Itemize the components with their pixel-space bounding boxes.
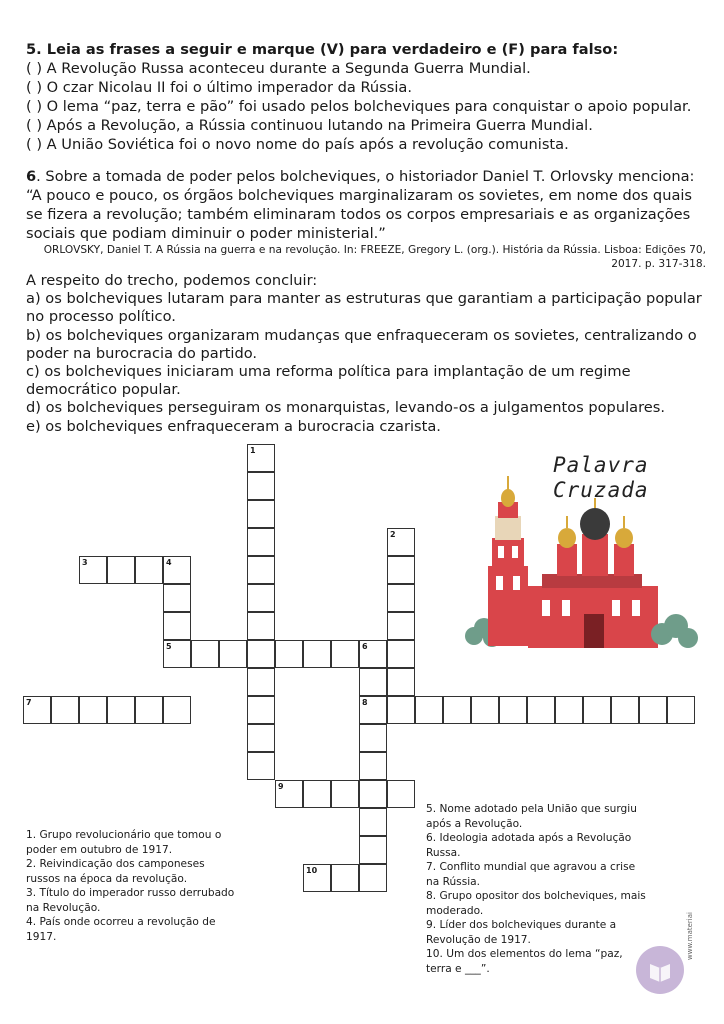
clue-10: 10. Um dos elementos do lema “paz, terra e ___”. xyxy=(426,948,623,975)
crossword-cell[interactable] xyxy=(331,864,359,892)
question-6-intro: 6. Sobre a tomada de poder pelos bolcheviques, o historiador Daniel T. Orlovsky menciona: xyxy=(26,168,695,185)
question-6-prompt: A respeito do trecho, podemos concluir: xyxy=(26,272,318,289)
crossword-cell[interactable] xyxy=(387,584,415,612)
site-watermark: www.materiai xyxy=(686,912,694,960)
crossword-cell[interactable] xyxy=(359,668,387,696)
clue-6: 6. Ideologia adotada após a Revolução Russa. xyxy=(426,832,632,859)
cell-number: 2 xyxy=(390,530,396,539)
crossword-cell[interactable] xyxy=(135,556,163,584)
question-5-item: ( ) A Revolução Russa aconteceu durante a Segunda Guerra Mundial. xyxy=(26,60,531,77)
crossword-cell[interactable] xyxy=(359,752,387,780)
question-5-item: ( ) Após a Revolução, a Rússia continuou lutando na Primeira Guerra Mundial. xyxy=(26,117,593,134)
crossword-cell[interactable] xyxy=(359,696,387,724)
crossword-cell[interactable] xyxy=(387,528,415,556)
crossword-cell[interactable] xyxy=(79,556,107,584)
crossword-cell[interactable] xyxy=(303,864,331,892)
crossword-cell[interactable] xyxy=(359,780,387,808)
crossword-cell[interactable] xyxy=(275,780,303,808)
cell-number: 5 xyxy=(166,642,172,651)
tree-right xyxy=(651,614,698,648)
question-5-item: ( ) O czar Nicolau II foi o último imperador da Rússia. xyxy=(26,79,413,96)
clue-7: 7. Conflito mundial que agravou a crise na Rússia. xyxy=(426,861,636,888)
crossword-cell[interactable] xyxy=(359,836,387,864)
cell-number: 1 xyxy=(250,446,256,455)
crossword-cell[interactable] xyxy=(303,640,331,668)
crossword-cell[interactable] xyxy=(331,640,359,668)
bell-tower xyxy=(488,476,528,646)
crossword-cell[interactable] xyxy=(667,696,695,724)
crossword-cell[interactable] xyxy=(359,640,387,668)
crossword-cell[interactable] xyxy=(387,556,415,584)
crossword-cell[interactable] xyxy=(415,696,443,724)
crossword-cell[interactable] xyxy=(387,780,415,808)
crossword-cell[interactable] xyxy=(359,724,387,752)
clue-3: 3. Título do imperador russo derrubado na Revolução. xyxy=(26,887,235,914)
crossword-cell[interactable] xyxy=(443,696,471,724)
cell-number: 3 xyxy=(82,558,88,567)
crossword-cell[interactable] xyxy=(555,696,583,724)
crossword-cell[interactable] xyxy=(247,444,275,472)
crossword-cell[interactable] xyxy=(387,668,415,696)
clue-2: 2. Reivindicação dos camponeses russos na época da revolução. xyxy=(26,858,205,885)
crossword-cell[interactable] xyxy=(163,696,191,724)
crossword-cell[interactable] xyxy=(163,612,191,640)
clue-5: 5. Nome adotado pela União que surgiu após a Revolução. xyxy=(426,803,637,830)
crossword-cell[interactable] xyxy=(387,612,415,640)
crossword-cell[interactable] xyxy=(247,724,275,752)
cell-number: 6 xyxy=(362,642,368,651)
crossword-cell[interactable] xyxy=(247,584,275,612)
crossword-cell[interactable] xyxy=(331,780,359,808)
crossword-cell[interactable] xyxy=(219,640,247,668)
crossword-cell[interactable] xyxy=(23,696,51,724)
cell-number: 4 xyxy=(166,558,172,567)
crossword-cell[interactable] xyxy=(107,556,135,584)
cell-number: 9 xyxy=(278,782,284,791)
option-e: e) os bolcheviques enfraqueceram a burocracia czarista. xyxy=(26,417,441,435)
crossword-cell[interactable] xyxy=(527,696,555,724)
crossword-cell[interactable] xyxy=(387,696,415,724)
crossword-cell[interactable] xyxy=(247,472,275,500)
crossword-cell[interactable] xyxy=(247,752,275,780)
clue-4: 4. País onde ocorreu a revolução de 1917. xyxy=(26,916,216,943)
clues-right xyxy=(426,802,646,976)
question-6-citation: ORLOVSKY, Daniel T. A Rússia na guerra e na revolução. In: FREEZE, Gregory L. (org.). História da Rússia. Lisboa: Edições 70, 2017. p. 317-318. xyxy=(43,244,706,270)
crossword-cell[interactable] xyxy=(247,528,275,556)
crossword-cell[interactable] xyxy=(387,640,415,668)
church-illustration xyxy=(462,476,700,656)
crossword-cell[interactable] xyxy=(163,584,191,612)
logo-icon xyxy=(636,946,684,994)
crossword-cell[interactable] xyxy=(247,500,275,528)
crossword-cell[interactable] xyxy=(359,864,387,892)
question-6-quote: “A pouco e pouco, os órgãos bolcheviques marginalizaram os sovietes, em nome dos quais se fizera a revolução; também eliminaram todos os corpos empresariais e as organizações sociais que podiam diminuir o poder ministerial.” xyxy=(26,187,693,242)
crossword-cell[interactable] xyxy=(275,640,303,668)
church-body xyxy=(528,498,658,648)
cell-number: 7 xyxy=(26,698,32,707)
crossword-cell[interactable] xyxy=(247,556,275,584)
option-c: c) os bolcheviques iniciaram uma reforma política para implantação de um regime democrático popular. xyxy=(26,363,631,399)
cell-number: 10 xyxy=(306,866,318,875)
option-d: d) os bolcheviques perseguiram os monarquistas, levando-os a julgamentos populares. xyxy=(26,399,665,417)
option-a: a) os bolcheviques lutaram para manter as estruturas que garantiam a participação popular no processo político. xyxy=(26,290,702,326)
crossword-cell[interactable] xyxy=(359,808,387,836)
crossword-cell[interactable] xyxy=(247,668,275,696)
question-6-number: 6 xyxy=(26,168,37,185)
question-5-item: ( ) A União Soviética foi o novo nome do país após a revolução comunista. xyxy=(26,136,569,153)
clues-left xyxy=(26,828,241,944)
crossword-cell[interactable] xyxy=(303,780,331,808)
crossword-title: Palavra Cruzada xyxy=(553,453,649,502)
question-5-item: ( ) O lema “paz, terra e pão” foi usado pelos bolcheviques para conquistar o apoio popular. xyxy=(26,98,692,115)
crossword-cell[interactable] xyxy=(107,696,135,724)
crossword-cell[interactable] xyxy=(247,640,275,668)
crossword-cell[interactable] xyxy=(163,640,191,668)
crossword-cell[interactable] xyxy=(611,696,639,724)
crossword-cell[interactable] xyxy=(639,696,667,724)
crossword-cell[interactable] xyxy=(135,696,163,724)
question-5-heading: 5. Leia as frases a seguir e marque (V) para verdadeiro e (F) para falso: xyxy=(26,41,619,58)
clue-8: 8. Grupo opositor dos bolcheviques, mais moderado. xyxy=(426,890,646,917)
cell-number: 8 xyxy=(362,698,368,707)
crossword-cell[interactable] xyxy=(499,696,527,724)
crossword-cell[interactable] xyxy=(247,612,275,640)
option-b: b) os bolcheviques organizaram mudanças que enfraqueceram os sovietes, centralizando o poder na burocracia do partido. xyxy=(26,326,697,362)
crossword-cell[interactable] xyxy=(471,696,499,724)
clue-9: 9. Líder dos bolcheviques durante a Revolução de 1917. xyxy=(426,919,617,946)
crossword-cell[interactable] xyxy=(247,696,275,724)
crossword-cell[interactable] xyxy=(163,556,191,584)
clue-1: 1. Grupo revolucionário que tomou o poder em outubro de 1917. xyxy=(26,829,222,856)
crossword-cell[interactable] xyxy=(79,696,107,724)
crossword-cell[interactable] xyxy=(191,640,219,668)
crossword-cell[interactable] xyxy=(51,696,79,724)
crossword-cell[interactable] xyxy=(583,696,611,724)
